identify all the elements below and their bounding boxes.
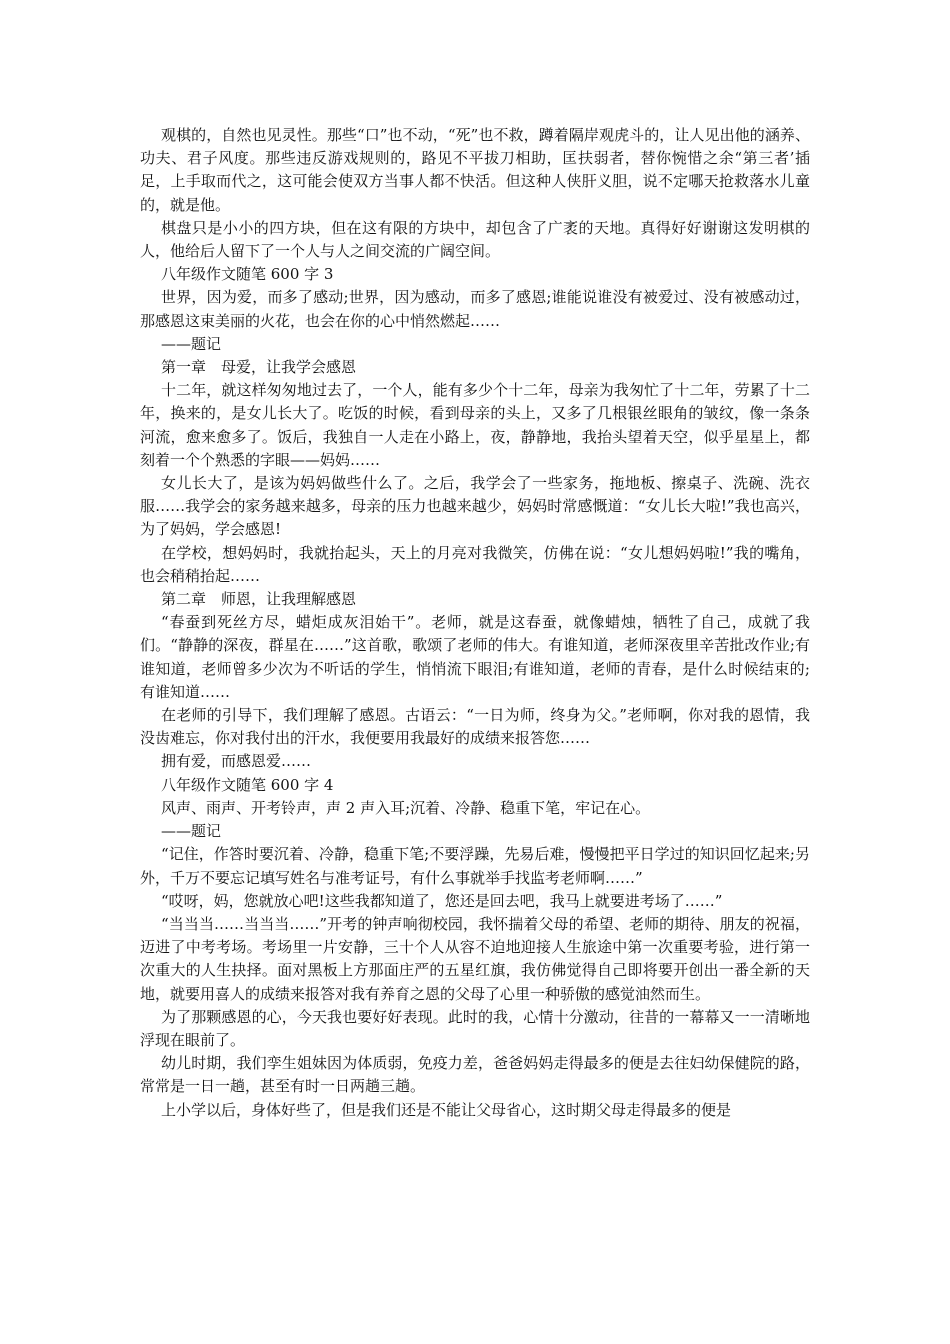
paragraph-chessboard: 棋盘只是小小的四方块，但在这有限的方块中，却包含了广袤的天地。真得好好谢谢这发明棋的人，他给后人留下了一个人与人之间交流的广阔空间。 [140, 218, 810, 261]
essay-title-3: 八年级作文随笔 600 字 3 [161, 265, 334, 284]
epigraph-label: ——题记 [161, 334, 222, 353]
chapter-one-heading: 第一章 母爱，让我学会感恩 [161, 358, 357, 377]
paragraph-watching-chess: 观棋的，自然也见灵性。那些“口”也不动，“死”也不救，蹲着隔岸观虎斗的，让人见出他的涵养、功夫、君子风度。那些违反游戏规则的，路见不平拔刀相助，匡扶弱者，替你惋惜之余“第三者’插足，上手取而代之，这可能会使双方当事人都不快活。但这种人侠肝义胆，说不定哪天抢救落水儿童的，就是他。 [140, 126, 810, 214]
paragraph-childhood: 幼儿时期，我们孪生姐妹因为体质弱，免疫力差，爸爸妈妈走得最多的便是去往妇幼保健院的路，常常是一日一趟，甚至有时一日两趟三趟。 [140, 1054, 810, 1096]
paragraph-sounds: 风声、雨声、开考铃声，声 2 声入耳;沉着、冷静、稳重下笔，牢记在心。 [161, 798, 651, 817]
paragraph-teacher-guidance: 在老师的引导下，我们理解了感恩。古语云：“一日为师，终身为父。”老师啊，你对我的恩情，我没齿难忘，你对我付出的汗水，我便要用我最好的成绩来报答您…… [140, 706, 810, 748]
paragraph-primary-school: 上小学以后，身体好些了，但是我们还是不能让父母省心，这时期父母走得最多的便是 [161, 1100, 732, 1119]
epigraph-label-2: ——题记 [161, 822, 222, 841]
document-body [140, 124, 810, 1122]
paragraph-epigraph-gratitude: 世界，因为爱，而多了感动;世界，因为感动，而多了感恩;谁能说谁没有被爱过、没有被感动过，那感恩这束美丽的火花，也会在你的心中悄然燃起…… [140, 288, 810, 330]
paragraph-remember: “记住，作答时要沉着、冷静，稳重下笔;不要浮躁，先易后难，慢慢把平日学过的知识回忆起来;另外，千万不要忘记填写姓名与准考证号，有什么事就举手找监考老师啊……” [140, 845, 810, 887]
essay-title-4: 八年级作文随笔 600 字 4 [161, 775, 334, 794]
paragraph-at-school: 在学校，想妈妈时，我就抬起头，天上的月亮对我微笑，仿佛在说：“女儿想妈妈啦!”我的嘴角，也会稍稍抬起…… [140, 543, 810, 585]
chapter-two-heading: 第二章 师恩，让我理解感恩 [161, 590, 357, 609]
paragraph-daughter-grown: 女儿长大了，是该为妈妈做些什么了。之后，我学会了一些家务，拖地板、擦桌子、洗碗、洗衣服……我学会的家务越来越多，母亲的压力也越来越少，妈妈时常感慨道：“女儿长大啦!”我也高兴，为了妈妈，学会感恩! [140, 474, 810, 539]
paragraph-grateful-heart: 为了那颗感恩的心，今天我也要好好表现。此时的我，心情十分激动，往昔的一幕幕又一一清晰地浮现在眼前了。 [140, 1007, 810, 1049]
paragraph-mom-relax: “哎呀，妈，您就放心吧!这些我都知道了，您还是回去吧，我马上就要进考场了……” [161, 891, 723, 910]
paragraph-exam-bell: “当当当……当当当……”开考的钟声响彻校园，我怀揣着父母的希望、老师的期待、朋友的祝福，迈进了中考考场。考场里一片安静，三十个人从容不迫地迎接人生旅途中第一次重要考验，进行第一次重大的人生抉择。面对黑板上方那面庄严的五星红旗，我仿佛觉得自己即将要开创出一番全新的天地，就要用喜人的成绩来报答对我有养育之恩的父母了心里一种骄傲的感觉油然而生。 [140, 914, 810, 1003]
paragraph-have-love: 拥有爱，而感恩爱…… [161, 752, 312, 771]
paragraph-twelve-years: 十二年，就这样匆匆地过去了，一个人，能有多少个十二年，母亲为我匆忙了十二年，劳累了十二年，换来的，是女儿长大了。吃饭的时候，看到母亲的头上，又多了几根银丝眼角的皱纹，像一条条河流，愈来愈多了。饭后，我独自一人走在小路上，夜，静静地，我抬头望着天空，似乎星星上，都刻着一个个熟悉的字眼——妈妈…… [140, 381, 810, 469]
paragraph-silkworm: “春蚕到死丝方尽，蜡炬成灰泪始干”。老师，就是这春蚕，就像蜡烛，牺牲了自己，成就了我们。“静静的深夜，群星在……”这首歌，歌颂了老师的伟大。有谁知道，老师深夜里辛苦批改作业;有谁知道，老师曾多少次为不听话的学生，悄悄流下眼泪;有谁知道，老师的青春，是什么时候结束的;有谁知道…… [140, 613, 810, 701]
